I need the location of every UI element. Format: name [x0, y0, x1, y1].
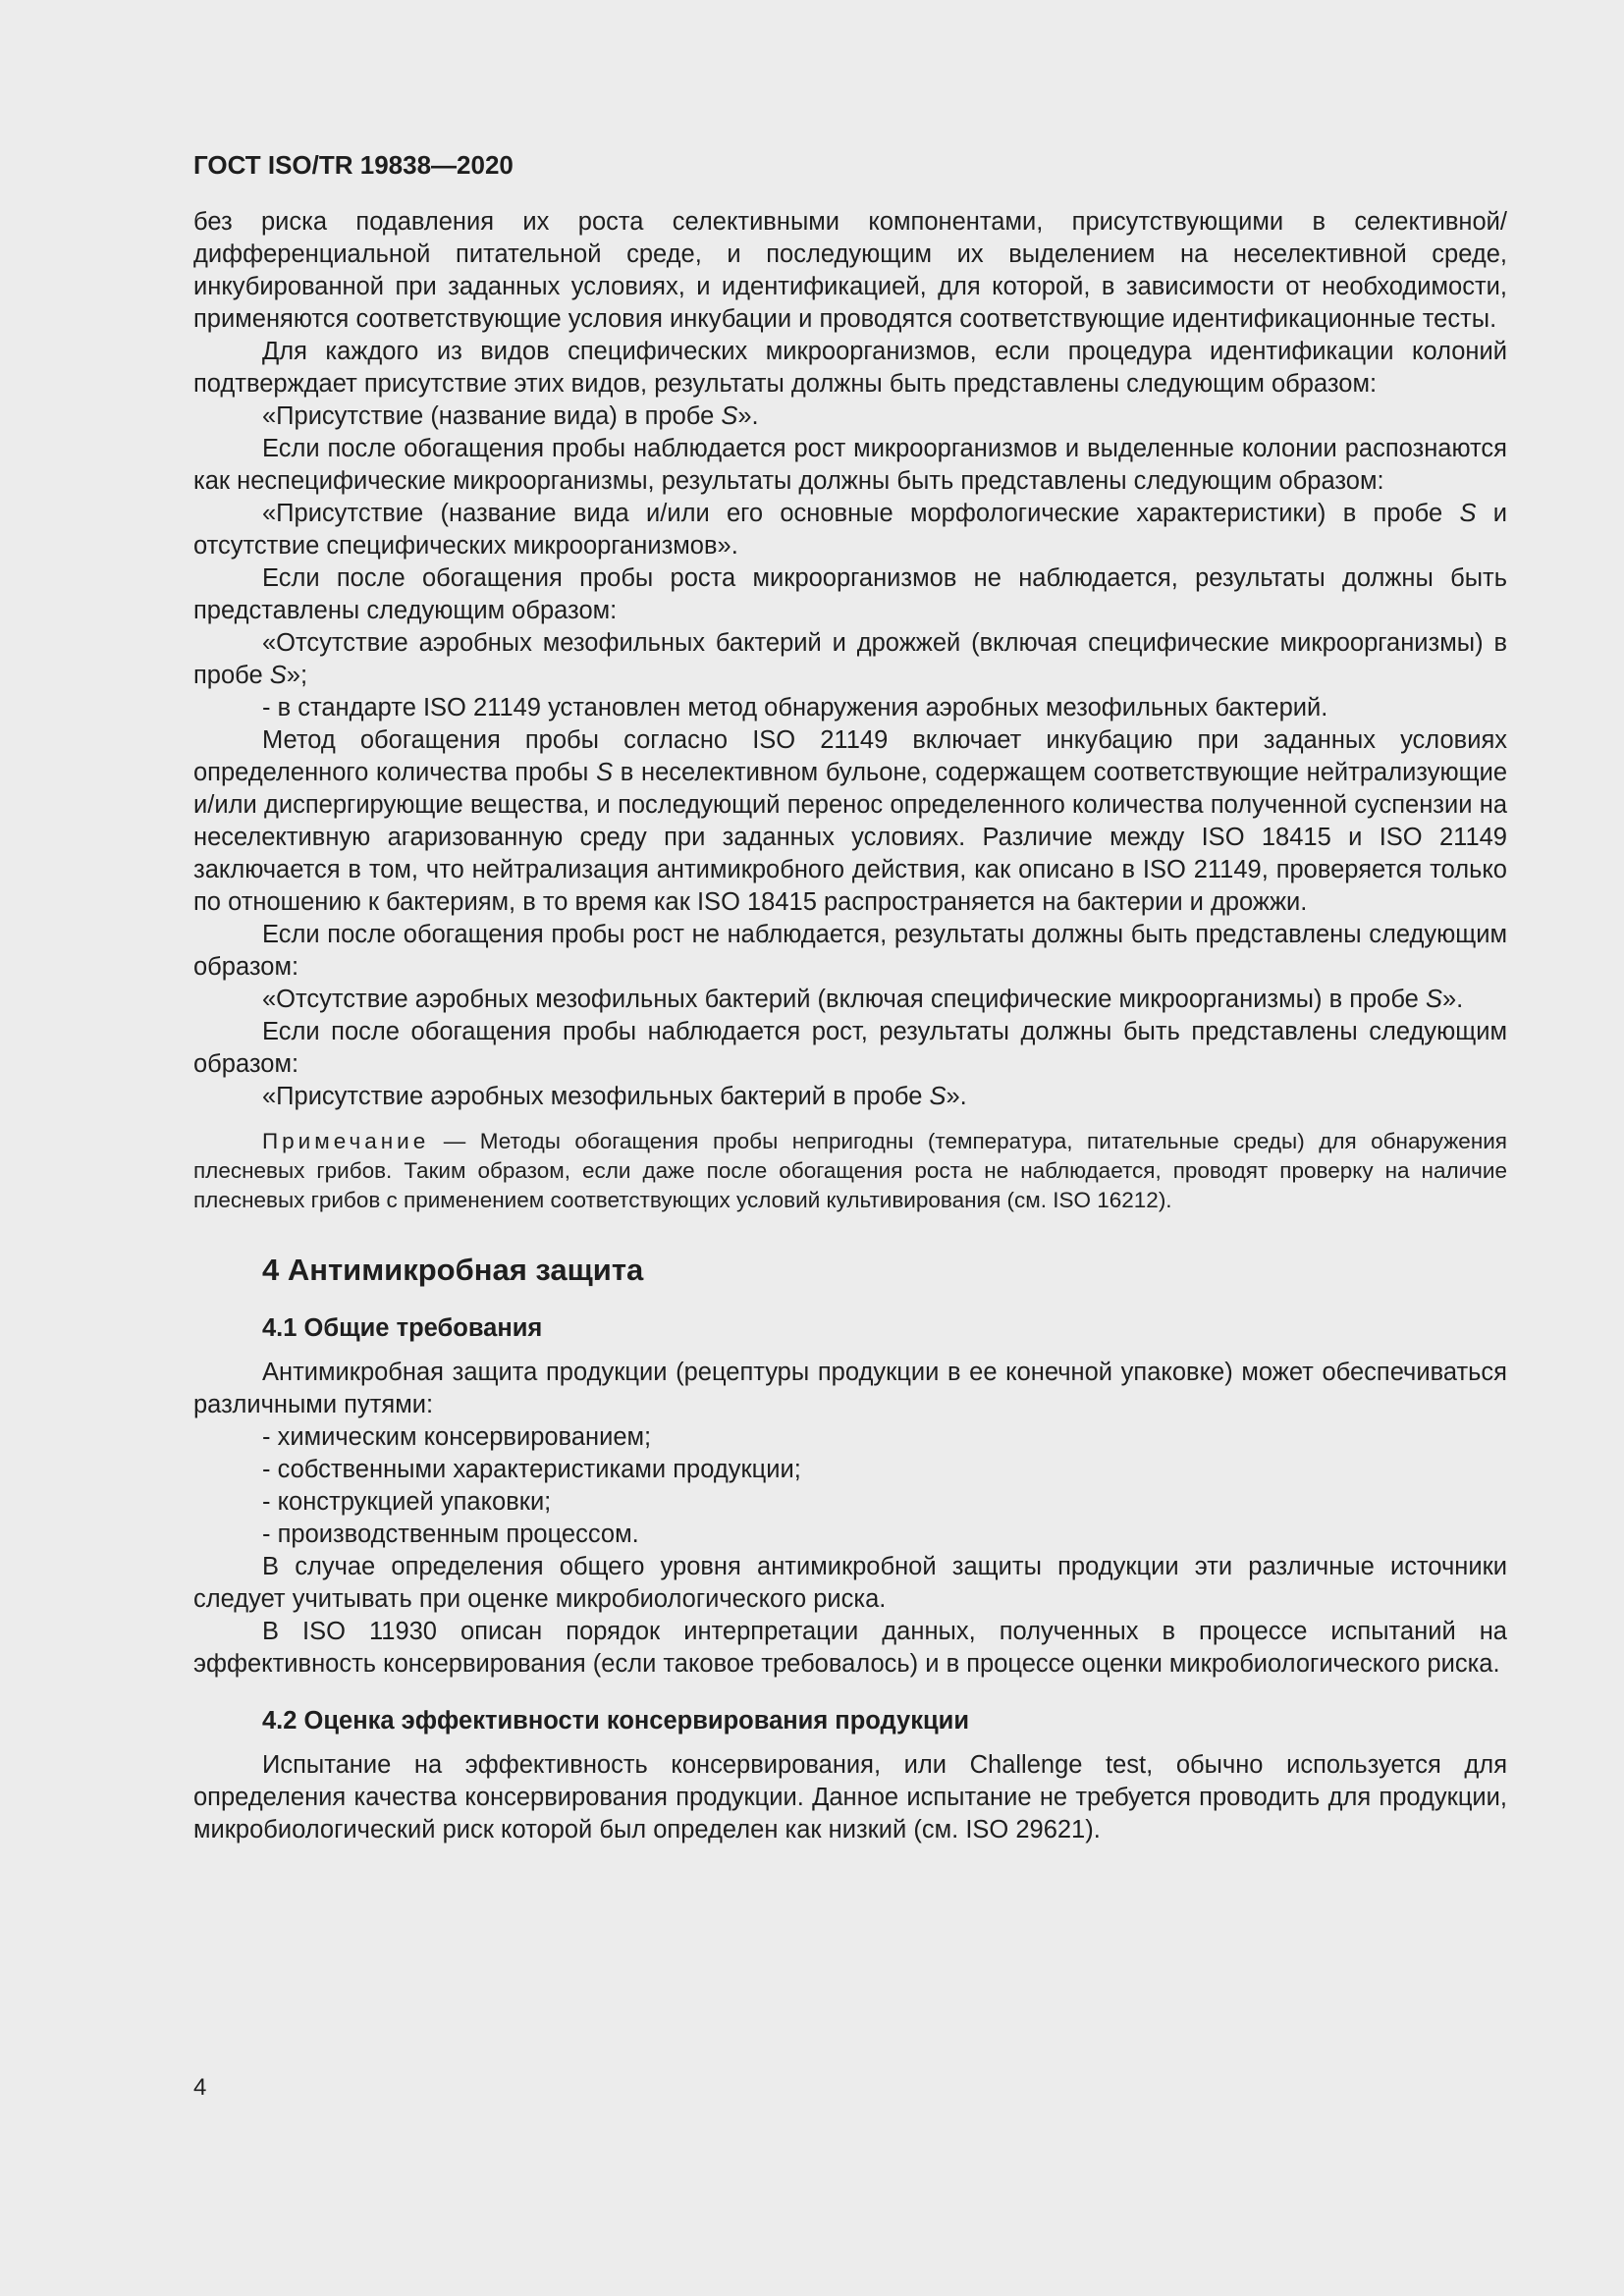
note-text: — Методы обогащения пробы непригодны (температура, питательные среды) для обнаружения плесневых грибов. Таким образом, если даже после обогащения роста не наблюдается, проводят проверку на наличие плесневых грибов с применением соответствующих условий культивирования (см. ISO 16212). [193, 1129, 1507, 1212]
document-page [193, 147, 1507, 1846]
sample-variable: S [596, 759, 614, 786]
paragraph-13 [193, 1081, 1507, 1113]
paragraph-7 [193, 627, 1507, 692]
subsection-4-1-heading: 4.1 Общие требования [262, 1314, 543, 1342]
paragraph-4: Если после обогащения пробы наблюдается рост микроорганизмов и выделенные колонии распознаются как неспецифические микроорганизмы, результаты должны быть представлены следующим образом: [193, 435, 1507, 495]
paragraph-3 [193, 400, 1507, 433]
paragraph-13-post: ». [946, 1083, 967, 1110]
list-item: - конструкцией упаковки; [262, 1488, 552, 1516]
paragraph-9 [193, 724, 1507, 919]
paragraph-11-pre: «Отсутствие аэробных мезофильных бактерий (включая специфические микроорганизмы) в пробе [262, 986, 1426, 1013]
subsection-4-1-paragraph-1: Антимикробная защита продукции (рецептуры продукции в ее конечной упаковке) может обеспечиваться различными путями: [193, 1359, 1507, 1418]
section-4-heading: 4 Антимикробная защита [262, 1253, 644, 1287]
subsection-4-2-text [193, 1749, 1507, 1846]
paragraph-6: Если после обогащения пробы роста микроорганизмов не наблюдается, результаты должны быть представлены следующим образом: [193, 564, 1507, 624]
paragraph-2: Для каждого из видов специфических микроорганизмов, если процедура идентификации колоний подтверждает присутствие этих видов, результаты должны быть представлены следующим образом: [193, 338, 1507, 398]
paragraph-11 [193, 984, 1507, 1016]
body-text [193, 206, 1507, 1113]
paragraph-1: без риска подавления их роста селективными компонентами, присутствующими в селективной/дифференциальной питательной среде, и последующим их выделением на неселективной среде, инкубированной при заданных условиях, и идентификацией, для которой, в зависимости от необходимости, применяются соответствующие условия инкубации и проводятся соответствующие идентификационные тесты. [193, 208, 1507, 333]
sample-variable: S [721, 402, 738, 430]
note [193, 1127, 1507, 1215]
paragraph-12: Если после обогащения пробы наблюдается рост, результаты должны быть представлены следующим образом: [193, 1018, 1507, 1078]
sample-variable: S [1459, 500, 1477, 527]
paragraph-5-post: и отсутствие специфических микроорганизмов». [193, 500, 1507, 560]
page-number: 4 [193, 2074, 207, 2101]
list-item: - собственными характеристиками продукции; [262, 1456, 801, 1483]
document-code-header: ГОСТ ISO/TR 19838—2020 [193, 150, 514, 180]
paragraph-7-post: »; [286, 662, 308, 689]
sample-variable: S [1425, 986, 1442, 1013]
paragraph-3-post: ». [737, 402, 759, 430]
paragraph-5-pre: «Присутствие (название вида и/или его основные морфологические характеристики) в пробе [262, 500, 1460, 527]
subsection-4-1-paragraph-2: В случае определения общего уровня антимикробной защиты продукции эти различные источники следует учитывать при оценке микробиологического риска. [193, 1553, 1507, 1613]
paragraph-5 [193, 498, 1507, 562]
list-item: - производственным процессом. [262, 1521, 639, 1548]
paragraph-9-pre: Метод обогащения пробы согласно ISO 21149 включает инкубацию при заданных условиях определенного количества пробы [193, 726, 1507, 786]
paragraph-13-pre: «Присутствие аэробных мезофильных бактерий в пробе [262, 1083, 930, 1110]
subsection-4-1-text [193, 1357, 1507, 1681]
paragraph-10: Если после обогащения пробы рост не наблюдается, результаты должны быть представлены следующим образом: [193, 921, 1507, 981]
subsection-4-1-paragraph-3: В ISO 11930 описан порядок интерпретации данных, полученных в процессе испытаний на эффективность консервирования (если таковое требовалось) и в процессе оценки микробиологического риска. [193, 1618, 1507, 1678]
list-item: - химическим консервированием; [262, 1423, 652, 1451]
subsection-4-2-heading: 4.2 Оценка эффективности консервирования продукции [262, 1707, 969, 1735]
paragraph-3-pre: «Присутствие (название вида) в пробе [262, 402, 722, 430]
sample-variable: S [929, 1083, 947, 1110]
sample-variable: S [269, 662, 287, 689]
paragraph-8: - в стандарте ISO 21149 установлен метод обнаружения аэробных мезофильных бактерий. [262, 694, 1328, 721]
subsection-4-2-paragraph-1: Испытание на эффективность консервирования, или Challenge test, обычно используется для определения качества консервирования продукции. Данное испытание не требуется проводить для продукции, микробиологический риск которой был определен как низкий (см. ISO 29621). [193, 1751, 1507, 1843]
paragraph-9-post: в неселективном бульоне, содержащем соответствующие нейтрализующие и/или диспергирующие вещества, и последующий перенос определенного количества полученной суспензии на неселективную агаризованную среду при заданных условиях. Различие между ISO 18415 и ISO 21149 заключается в том, что нейтрализация антимикробного действия, как описано в ISO 21149, проверяется только по отношению к бактериям, в то время как ISO 18415 распространяется на бактерии и дрожжи. [193, 759, 1507, 916]
note-label: Примечание [262, 1129, 430, 1153]
paragraph-7-pre: «Отсутствие аэробных мезофильных бактерий и дрожжей (включая специфические микроорганизмы) в пробе [193, 629, 1507, 689]
paragraph-11-post: ». [1441, 986, 1464, 1013]
